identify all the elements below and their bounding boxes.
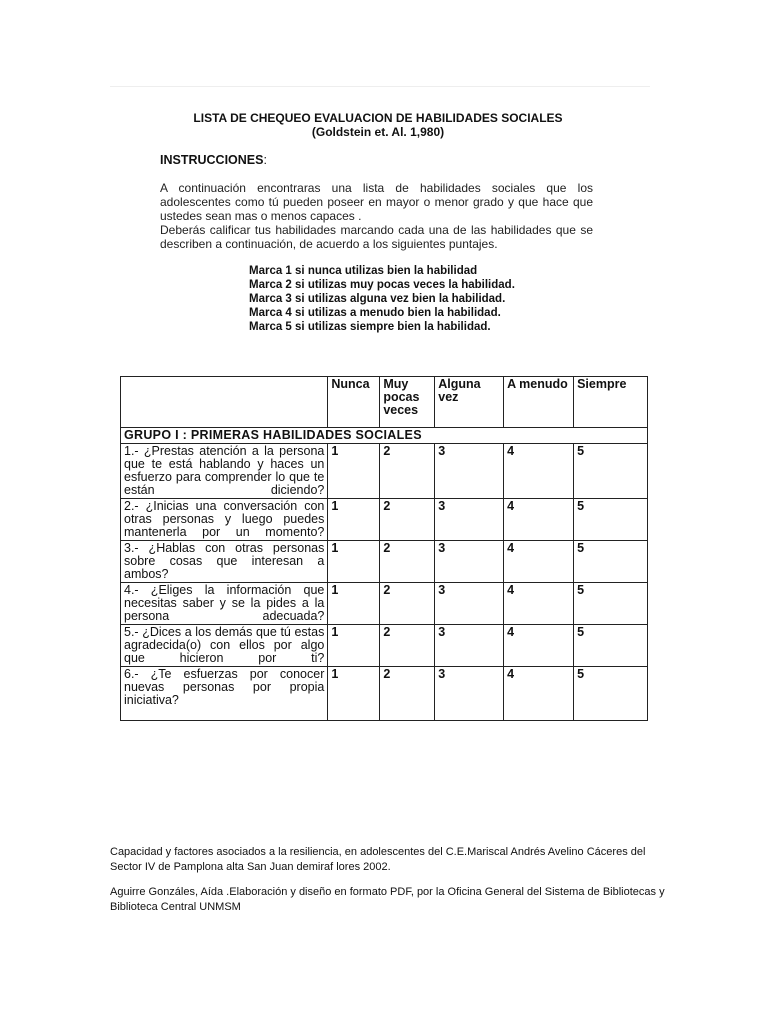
footer-citation-1 bbox=[110, 845, 670, 875]
title-line-2: (Goldstein et. Al. 1,980) bbox=[311, 125, 445, 139]
score-option-3[interactable]: 3 bbox=[435, 583, 504, 625]
citation-text: Capacidad y factores asociados a la resiliencia, en adolescentes del C.E.Mariscal Andrés Avelino Cáceres del Sector IV de Pamplona alta San Juan demiraf lores 2002. bbox=[110, 846, 646, 873]
page-top-rule bbox=[110, 86, 650, 87]
score-option-5[interactable]: 5 bbox=[574, 583, 648, 625]
header-nunca: Nunca bbox=[328, 377, 380, 428]
score-option-5[interactable]: 5 bbox=[574, 667, 648, 721]
score-option-4[interactable]: 4 bbox=[504, 583, 574, 625]
header-alguna-vez: Alguna vez bbox=[435, 377, 504, 428]
table-row bbox=[121, 444, 648, 499]
score-option-3[interactable]: 3 bbox=[435, 625, 504, 667]
score-legend-item: Marca 2 si utilizas muy pocas veces la habilidad. bbox=[249, 279, 515, 291]
instructions-colon: : bbox=[263, 153, 267, 167]
score-legend-item: Marca 4 si utilizas a menudo bien la habilidad. bbox=[249, 307, 501, 319]
table-row bbox=[121, 541, 648, 583]
score-option-4[interactable]: 4 bbox=[504, 625, 574, 667]
score-option-1[interactable]: 1 bbox=[328, 444, 380, 499]
question-cell: 4.- ¿Eliges la información que necesitas saber y se la pides a la persona adecuada? bbox=[121, 583, 328, 625]
score-option-1[interactable]: 1 bbox=[328, 583, 380, 625]
score-option-3[interactable]: 3 bbox=[435, 667, 504, 721]
instructions-paragraph-2: Deberás calificar tus habilidades marcando cada una de las habilidades que se describen a continuación, de acuerdo a los siguientes puntajes. bbox=[160, 223, 593, 251]
question-cell: 6.- ¿Te esfuerzas por conocer nuevas personas por propia iniciativa? bbox=[121, 667, 328, 721]
question-cell: 5.- ¿Dices a los demás que tú estas agradecida(o) con ellos por algo que hicieron por ti? bbox=[121, 625, 328, 667]
header-blank-cell bbox=[121, 377, 328, 428]
score-option-1[interactable]: 1 bbox=[328, 499, 380, 541]
score-option-1[interactable]: 1 bbox=[328, 625, 380, 667]
score-option-4[interactable]: 4 bbox=[504, 444, 574, 499]
score-option-5[interactable]: 5 bbox=[574, 541, 648, 583]
group-title: GRUPO I : PRIMERAS HABILIDADES SOCIALES bbox=[121, 428, 648, 444]
score-option-5[interactable]: 5 bbox=[574, 499, 648, 541]
score-legend-item: Marca 5 si utilizas siempre bien la habilidad. bbox=[249, 321, 491, 333]
header-a-menudo: A menudo bbox=[504, 377, 574, 428]
score-option-2[interactable]: 2 bbox=[380, 583, 435, 625]
header-siempre: Siempre bbox=[574, 377, 648, 428]
skills-checklist-table bbox=[120, 376, 648, 721]
instructions-body bbox=[160, 181, 593, 251]
table-row bbox=[121, 625, 648, 667]
group-title-row bbox=[121, 428, 648, 444]
table-row bbox=[121, 499, 648, 541]
score-option-3[interactable]: 3 bbox=[435, 541, 504, 583]
instructions-paragraph-1: A continuación encontraras una lista de habilidades sociales que los adolescentes como tú pueden poseer en mayor o menor grado y que hace que ustedes sean mas o menos capaces . bbox=[160, 181, 593, 223]
question-cell: 2.- ¿Inicias una conversación con otras personas y luego puedes mantenerla por un momento? bbox=[121, 499, 328, 541]
question-cell: 3.- ¿Hablas con otras personas sobre cosas que interesan a ambos? bbox=[121, 541, 328, 583]
score-option-3[interactable]: 3 bbox=[435, 444, 504, 499]
citation-text: Aguirre Gonzáles, Aída .Elaboración y diseño en formato PDF, por la Oficina General del Sistema de Bibliotecas y Biblioteca Central UNMSM bbox=[110, 886, 665, 913]
score-option-2[interactable]: 2 bbox=[380, 499, 435, 541]
score-option-2[interactable]: 2 bbox=[380, 444, 435, 499]
document-title bbox=[110, 111, 646, 139]
score-option-1[interactable]: 1 bbox=[328, 667, 380, 721]
score-option-5[interactable]: 5 bbox=[574, 625, 648, 667]
score-legend bbox=[249, 264, 515, 334]
table-header-row bbox=[121, 377, 648, 428]
score-option-5[interactable]: 5 bbox=[574, 444, 648, 499]
score-option-4[interactable]: 4 bbox=[504, 667, 574, 721]
score-legend-item: Marca 1 si nunca utilizas bien la habilidad bbox=[249, 265, 478, 277]
table-row bbox=[121, 583, 648, 625]
header-muy-pocas-veces: Muy pocas veces bbox=[380, 377, 435, 428]
table-row bbox=[121, 667, 648, 721]
question-cell: 1.- ¿Prestas atención a la persona que te está hablando y haces un esfuerzo para comprender lo que te están diciendo? bbox=[121, 444, 328, 499]
score-legend-item: Marca 3 si utilizas alguna vez bien la habilidad. bbox=[249, 293, 506, 305]
score-option-2[interactable]: 2 bbox=[380, 625, 435, 667]
score-option-2[interactable]: 2 bbox=[380, 541, 435, 583]
score-option-2[interactable]: 2 bbox=[380, 667, 435, 721]
score-option-1[interactable]: 1 bbox=[328, 541, 380, 583]
title-line-1: LISTA DE CHEQUEO EVALUACION DE HABILIDADES SOCIALES bbox=[193, 111, 563, 125]
footer-citation-2 bbox=[110, 885, 670, 915]
instructions-heading bbox=[160, 153, 267, 167]
score-option-4[interactable]: 4 bbox=[504, 499, 574, 541]
score-option-4[interactable]: 4 bbox=[504, 541, 574, 583]
instructions-label: INSTRUCCIONES bbox=[160, 153, 264, 167]
score-option-3[interactable]: 3 bbox=[435, 499, 504, 541]
